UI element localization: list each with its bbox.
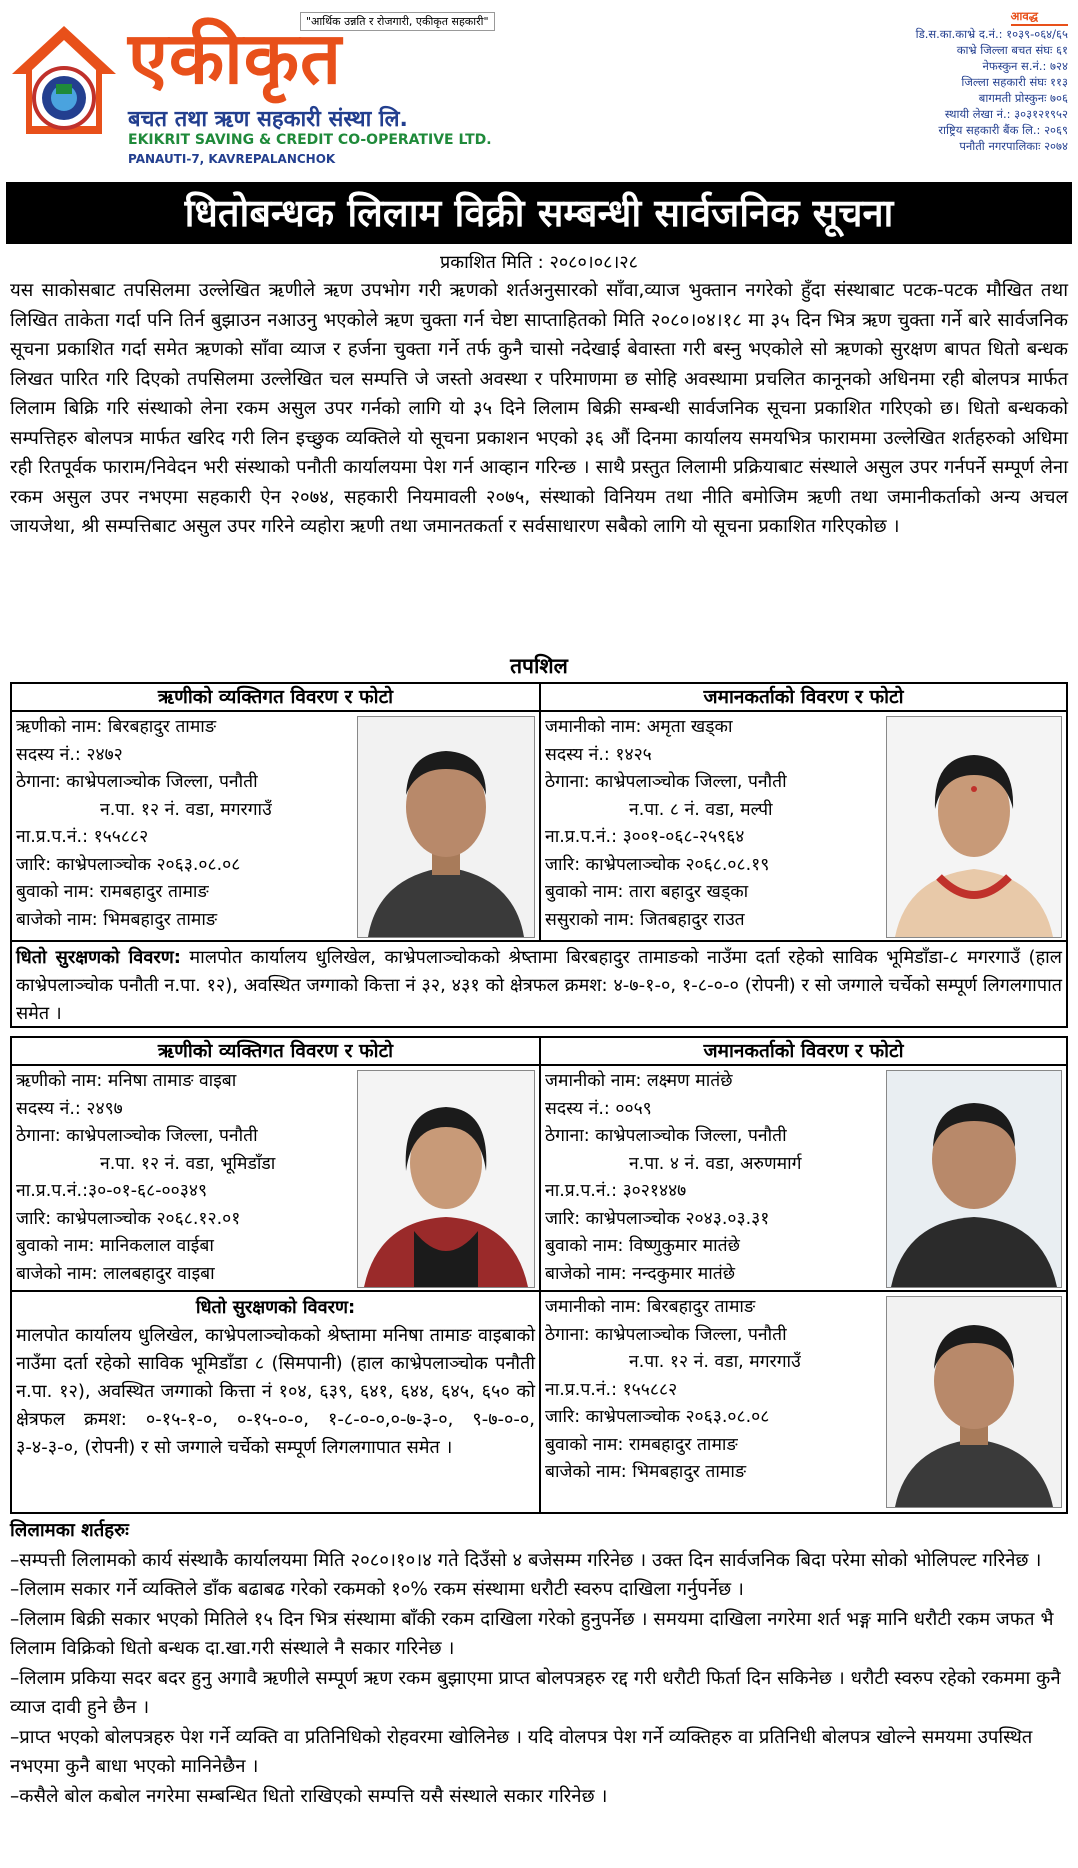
citizenship-number: ना.प्र.प.नं.:३०-०१-६८-००३४९: [16, 1181, 208, 1201]
borrower-heading: ऋणीको व्यक्तिगत विवरण र फोटो: [11, 1037, 540, 1065]
address: ठेगाना: काभ्रेपलाञ्चोक जिल्ला, पनौती: [545, 772, 787, 792]
issue-info: जारि: काभ्रेपलाञ्चोक २०६३.०८.०८: [16, 854, 241, 875]
guarantor-photo: [886, 716, 1062, 938]
father-name: बुवाको नाम: तारा बहादुर खड्का: [545, 882, 749, 902]
guarantor-details: [540, 711, 1067, 941]
security-heading: धितो सुरक्षणको विवरण:: [195, 1297, 356, 1318]
tagline: "आर्थिक उन्नति र रोजगारी, एकीकृत सहकारी": [300, 12, 495, 31]
address: ठेगाना: काभ्रेपलाञ्चोक जिल्ला, पनौती: [16, 1126, 258, 1146]
affiliation-box: [848, 8, 1068, 154]
guarantor-name: जमानीको नाम: लक्ष्मण मातंछे: [545, 1071, 733, 1091]
guarantor-details: [540, 1065, 1067, 1291]
cooperative-logo: [8, 22, 120, 140]
notice-title: धितोबन्धक लिलाम विक्री सम्बन्धी सार्वजनिक सूचना: [6, 182, 1072, 244]
address: ठेगाना: काभ्रेपलाञ्चोक जिल्ला, पनौती: [16, 772, 258, 792]
borrower-name: ऋणीको नाम: मनिषा तामाङ वाइबा: [16, 1071, 237, 1091]
grandfather-name: बाजेको नाम: लालबहादुर वाइबा: [16, 1263, 215, 1284]
address-ward: न.पा. ४ नं. वडा, अरुणमार्ग: [629, 1153, 802, 1174]
auction-terms: [10, 1516, 1068, 1811]
security-details-1: [11, 941, 1067, 1027]
affiliation-line: स्थायी लेखा नं.: ३०३१२१९५२: [944, 107, 1068, 121]
father-name: बुवाको नाम: मानिकलाल वाईबा: [16, 1236, 214, 1256]
citizenship-number: ना.प्र.प.नं.: १५५८८२: [545, 1379, 678, 1400]
security-text: मालपोत कार्यालय धुलिखेल, काभ्रेपलाञ्चोकको श्रेष्तामा मनिषा तामाङ वाइबाको नाउँमा दर्ता रहेको साविक भूमिडाँडा ८ (सिमपानी) (हाल काभ्रेपलाञ्चोक पनौती न.पा. १२), अवस्थित जग्गाको कित्ता नं १०४, ६३९, ६४१, ६४४, ६४५, ६५० को क्षेत्रफल क्रमश: ०-१५-१-०, ०-१५-०-०, १-८-०-०,०-७-३-०, ९-७-०-०, ३-४-३-०, (रोपनी) र सो जग्गाले चर्चेको सम्पूर्ण लिगलगापात समेत ।: [16, 1325, 535, 1458]
term-item: –लिलाम बिक्री सकार भएको मितिले १५ दिन भित्र संस्थामा बाँकी रकम दाखिला गरेको हुनुपर्नेछ । समयमा दाखिला नगरेमा शर्त भङ्ग मानि धरौटी रकम जफत भै लिलाम विक्रिको धितो बन्धक दा.खा.गरी संस्थाले नै सकार गरिनेछ ।: [10, 1608, 1054, 1659]
address-ward: न.पा. ८ नं. वडा, मल्पी: [629, 799, 773, 820]
guarantor-details-2: [540, 1291, 1067, 1513]
father-name: बुवाको नाम: रामबहादुर तामाङ: [16, 882, 209, 902]
borrower-photo: [357, 1070, 535, 1288]
affiliation-line: नेफस्कुन स.नं.: ७२४: [982, 59, 1068, 73]
affiliation-line: राष्ट्रिय सहकारी बैंक लि.: २०६९: [938, 123, 1068, 137]
address-ward: न.पा. १२ नं. वडा, मगरगाउँ: [629, 1352, 801, 1372]
brand-location: PANAUTI-7, KAVREPALANCHOK: [128, 152, 336, 166]
citizenship-number: ना.प्र.प.नं.: ३००१-०६८-२५९६४: [545, 827, 745, 847]
affiliation-heading: आवद्ध: [1011, 8, 1068, 26]
term-item: –सम्पत्ती लिलामको कार्य संस्थाकै कार्यालयमा मिति २०८०।१०।४ गते दिउँसो ४ बजेसम्म गरिनेछ । उक्त दिन सार्वजनिक बिदा परेमा सोको भोलिपल्ट गरिनेछ ।: [10, 1549, 1042, 1571]
security-details-2: [11, 1291, 540, 1513]
address-ward: न.पा. १२ नं. वडा, मगरगाउँ: [100, 799, 272, 820]
grandfather-name: बाजेको नाम: नन्दकुमार मातंछे: [545, 1263, 736, 1284]
brand-name: एकीकृत: [128, 16, 343, 100]
father-in-law-name: ससुराको नाम: जितबहादुर राउत: [545, 909, 745, 930]
brand-subtitle: बचत तथा ऋण सहकारी संस्था लि.: [128, 107, 408, 132]
guarantor-photo: [886, 1296, 1062, 1508]
grandfather-name: बाजेको नाम: भिमबहादुर तामाङ: [545, 1462, 746, 1482]
father-name: बुवाको नाम: रामबहादुर तामाङ: [545, 1434, 738, 1455]
term-item: –कसैले बोल कबोल नगरेमा सम्बन्धित धितो राखिएको सम्पत्ति यसै संस्थाले सकार गरिनेछ ।: [10, 1785, 608, 1807]
member-number: सदस्य नं.: २४७२: [16, 744, 123, 765]
citizenship-number: ना.प्र.प.नं.: ३०२१४४७: [545, 1181, 687, 1201]
affiliation-line: डि.स.का.काभ्रे द.नं.: १०३९-०६४/६५: [915, 27, 1068, 41]
issue-info: जारि: काभ्रेपलाञ्चोक २०६८.१२.०१: [16, 1208, 241, 1229]
address: ठेगाना: काभ्रेपलाञ्चोक जिल्ला, पनौती: [545, 1324, 787, 1345]
affiliation-line: बागमती प्रोस्कुनः ७०६: [978, 91, 1068, 105]
term-item: –लिलाम सकार गर्ने व्यक्तिले डाँक बढाबढ गरेको रकमको १०% रकम संस्थामा धरौटी स्वरुप दाखिला गर्नुपर्नेछ ।: [10, 1579, 744, 1600]
borrower-details: [11, 711, 540, 941]
borrower-details: [11, 1065, 540, 1291]
member-number: सदस्य नं.: १४२५: [545, 744, 652, 765]
borrower-name: ऋणीको नाम: बिरबहादुर तामाङ: [16, 717, 216, 737]
issue-info: जारि: काभ्रेपलाञ्चोक २०६८.०८.१९: [545, 854, 770, 875]
member-number: सदस्य नं.: २४९७: [16, 1098, 123, 1119]
citizenship-number: ना.प्र.प.नं.: १५५८८२: [16, 827, 149, 847]
notice-body: यस साकोसबाट तपसिलमा उल्लेखित ऋणीले ऋण उपभोग गरी ऋणको शर्तअनुसारको साँवा,व्याज भुक्तान नगरेको हुँदा संस्थाबाट पटक-पटक मौखित तथा लिखित ताकेता गर्दा पनि तिर्न बुझाउन नआउनु भएकोले ऋण चुक्ता गर्न चेष्टा साप्ताहितको मिति २०८०।०४।१८ मा ३५ दिन भित्र ऋण चुक्ता गर्ने बारे सार्वजनिक सूचना प्रकाशित गर्दा समेत ऋणको साँवा व्याज र हर्जना चुक्ता गर्ने तर्फ कुनै चासो नदेखाई बेवास्ता गरी बस्नु भएकोले सो ऋणको सुरक्षण बापत धितो बन्धक लिखत पारित गरि दिएको तपसिलमा उल्लेखित चल सम्पत्ति जे जस्तो अवस्था र परिमाणमा छ सोहि अवस्थामा प्रचलित कानूनको अधिनमा रही बोलपत्र मार्फत लिलाम बिक्रि गरि संस्थाको लेना रकम असुल उपर गर्नको लागि यो ३५ दिने लिलाम बिक्री सम्बन्धी सार्वजनिक सूचना प्रकाशित गरिएको छ। धितो बन्धकको सम्पत्तिहरु बोलपत्र मार्फत खरिद गरी लिन इच्छुक व्यक्तिले यो सूचना प्रकाशन भएको ३६ औं दिनमा कार्यालय समयभित्र फाराममा उल्लेखित शर्तहरुको अधिमा रही रितपूर्वक फाराम/निवेदन भरी संस्थाको पनौती कार्यालयमा पेश गर्न आव्हान गरिन्छ । साथै प्रस्तुत लिलामी प्रक्रियाबाट संस्थाले असुल उपर गर्नपर्ने सम्पूर्ण लेना रकम असुल उपर नभएमा सहकारी ऐन २०७४, सहकारी नियमावली २०७५, संस्थाको विनियम तथा नीति बमोजिम ऋणी तथा जमानीकर्ताको अन्य अचल जायजेथा, श्री सम्पत्तिबाट असुल उपर गरिने व्यहोरा ऋणी तथा जमानतकर्ता र सर्वसाधारण सबैको लागि यो सूचना प्रकाशित गरिएकोछ ।: [10, 280, 1068, 537]
term-item: –प्राप्त भएको बोलपत्रहरु पेश गर्ने व्यक्ति वा प्रतिनिधिको रोहवरमा खोलिनेछ । यदि वोलपत्र पेश गर्ने व्यक्तिहरु वा प्रतिनिधी बोलपत्र खोल्ने समयमा उपस्थित नभएमा कुनै बाधा भएको मानिनेछैन ।: [10, 1726, 1033, 1777]
guarantor-name: जमानीको नाम: बिरबहादुर तामाङ: [545, 1297, 756, 1317]
guarantor-heading: जमानकर्ताको विवरण र फोटो: [540, 1037, 1067, 1065]
member-number: सदस्य नं.: ००५९: [545, 1098, 652, 1119]
details-table-1: [10, 682, 1068, 1028]
security-text: मालपोत कार्यालय धुलिखेल, काभ्रेपलाञ्चोकको श्रेष्तामा बिरबहादुर तामाङको नाउँमा दर्ता रहेको साविक भूमिडाँडा-८ मगरगाउँ (हाल काभ्रेपलाञ्चोक पनौती न.पा. १२), अवस्थित जग्गाको कित्ता नं ३२, ४३१ को क्षेत्रफल क्रमश: ४-७-१-०, १-८-०-० (रोपनी) र सो जग्गाले चर्चेको सम्पूर्ण लिगलगापात समेत ।: [16, 947, 1062, 1024]
published-date: प्रकाशित मिति : २०८०।०८।२८: [440, 252, 638, 273]
issue-info: जारि: काभ्रेपलाञ्चोक २०४३.०३.३१: [545, 1208, 770, 1229]
affiliation-line: पनौती नगरपालिकाः २०७४: [959, 139, 1068, 153]
affiliation-line: जिल्ला सहकारी संघः ११३: [961, 75, 1068, 89]
terms-heading: लिलामका शर्तहरुः: [10, 1520, 129, 1541]
brand-english: EKIKRIT SAVING & CREDIT CO-OPERATIVE LTD.: [128, 132, 492, 148]
guarantor-heading: जमानकर्ताको विवरण र फोटो: [540, 683, 1067, 711]
father-name: बुवाको नाम: विष्णुकुमार मातंछे: [545, 1236, 740, 1256]
header: [0, 0, 1078, 166]
borrower-photo: [357, 716, 535, 938]
borrower-heading: ऋणीको व्यक्तिगत विवरण र फोटो: [11, 683, 540, 711]
grandfather-name: बाजेको नाम: भिमबहादुर तामाङ: [16, 909, 217, 930]
address-ward: न.पा. १२ नं. वडा, भूमिडाँडा: [100, 1153, 276, 1174]
details-heading: तपशिल: [510, 654, 568, 678]
guarantor-photo: [886, 1070, 1062, 1288]
address: ठेगाना: काभ्रेपलाञ्चोक जिल्ला, पनौती: [545, 1126, 787, 1146]
term-item: –लिलाम प्रकिया सदर बदर हुनु अगावै ऋणीले सम्पूर्ण ऋण रकम बुझाएमा प्राप्त बोलपत्रहरु रद्द गरी धरौटी फिर्ता दिन सकिनेछ । धरौटी स्वरुप रहेको रकममा कुनै व्याज दावी हुने छैन ।: [10, 1667, 1061, 1718]
affiliation-line: काभ्रे जिल्ला बचत संघः ६१: [956, 43, 1068, 57]
issue-info: जारि: काभ्रेपलाञ्चोक २०६३.०८.०८: [545, 1407, 770, 1427]
details-table-2: [10, 1036, 1068, 1514]
guarantor-name: जमानीको नाम: अमृता खड्का: [545, 717, 733, 737]
security-heading: धितो सुरक्षणको विवरण:: [16, 947, 181, 968]
